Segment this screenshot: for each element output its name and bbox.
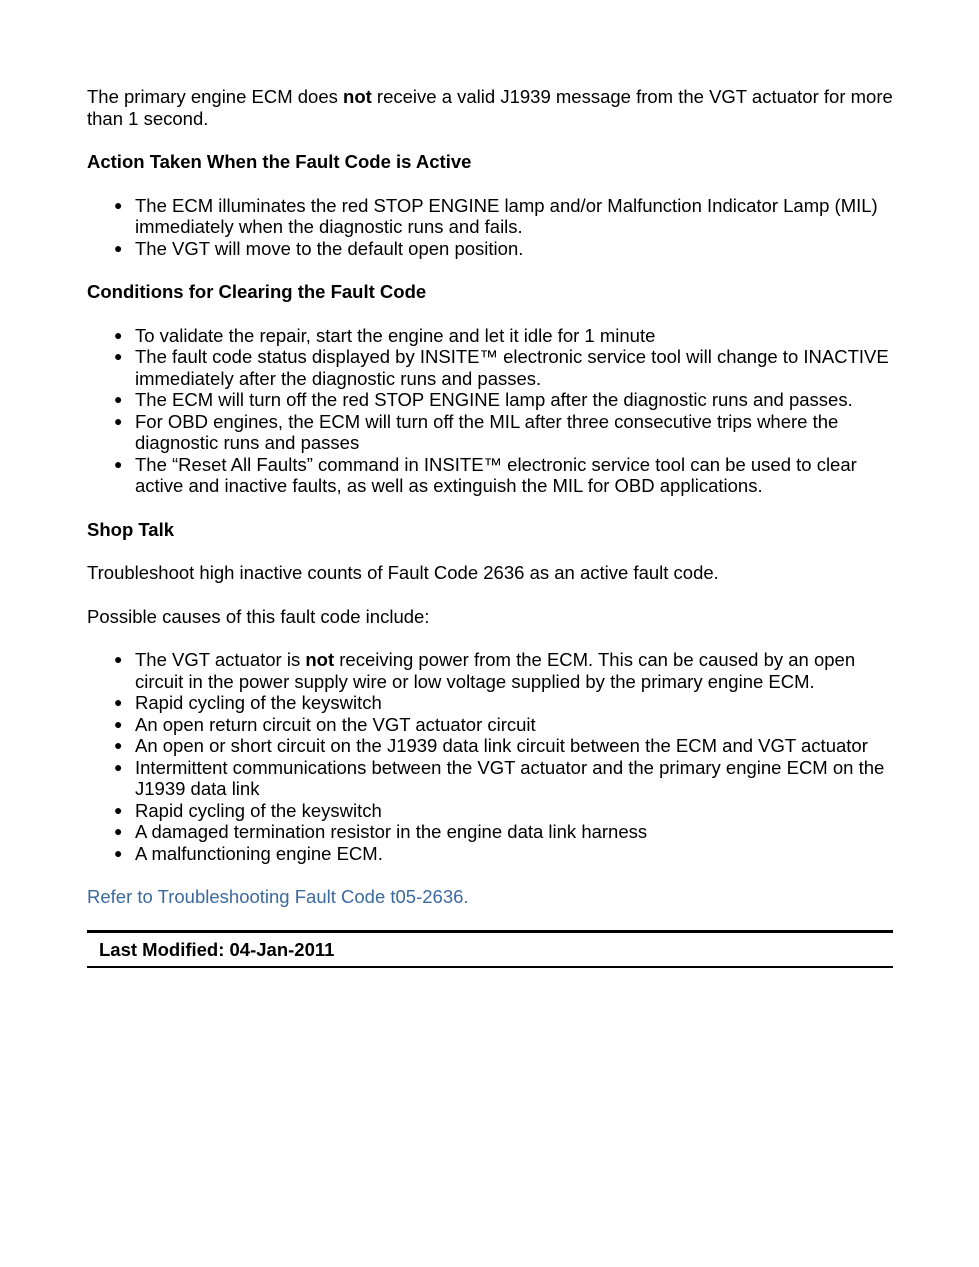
- list-item-text: An open or short circuit on the J1939 data link circuit between the ECM and VGT actuator: [135, 735, 868, 756]
- list-item: [87, 411, 893, 454]
- bullet-icon: ●: [114, 737, 123, 753]
- bullet-icon: ●: [114, 823, 123, 839]
- intro-paragraph: [87, 86, 893, 129]
- list-item: [87, 454, 893, 497]
- clearing-heading: Conditions for Clearing the Fault Code: [87, 281, 427, 302]
- bullet-icon: ●: [114, 455, 123, 472]
- list-item: [87, 757, 893, 800]
- intro-before: The primary engine ECM does: [87, 86, 344, 107]
- cause-before: The VGT actuator is: [135, 649, 306, 670]
- clearing-list: [87, 325, 893, 497]
- list-item-text: The ECM illuminates the red STOP ENGINE lamp and/or Malfunction Indicator Lamp (MIL) immediately when the diagnostic runs and fails.: [135, 194, 878, 237]
- list-item-text: The ECM will turn off the red STOP ENGINE lamp after the diagnostic runs and passes.: [135, 389, 853, 410]
- bullet-icon: ●: [114, 758, 123, 775]
- bullet-icon: ●: [114, 391, 123, 407]
- bullet-icon: ●: [114, 412, 123, 429]
- list-item-text: Rapid cycling of the keyswitch: [135, 799, 382, 821]
- list-item: [87, 843, 893, 865]
- list-item-text: The fault code status displayed by INSITE™ electronic service tool will change to INACTIVE immediately after the diagnostic runs and passes.: [135, 346, 889, 389]
- list-item-text: For OBD engines, the ECM will turn off the MIL after three consecutive trips where the diagnostic runs and passes: [135, 410, 839, 453]
- list-item-text: The “Reset All Faults” command in INSITE™ electronic service tool can be used to clear active and inactive faults, as well as extinguish the MIL for OBD applications.: [135, 453, 857, 496]
- list-item: [87, 649, 893, 692]
- intro-emphasis: not: [343, 86, 372, 107]
- list-item: [87, 389, 893, 411]
- action-list: [87, 195, 893, 260]
- list-item-text: A malfunctioning engine ECM.: [135, 842, 383, 864]
- list-item: [87, 821, 893, 843]
- shop-talk-paragraph-1: Troubleshoot high inactive counts of Fault Code 2636 as an active fault code.: [87, 562, 719, 583]
- list-item-text: To validate the repair, start the engine and let it idle for 1 minute: [135, 324, 656, 346]
- action-heading: Action Taken When the Fault Code is Active: [87, 151, 472, 172]
- shop-talk-heading: Shop Talk: [87, 518, 175, 540]
- cause-after: receiving power from the ECM. This can be caused by an open circuit in the power supply wire or low voltage supplied by the primary engine ECM.: [135, 649, 856, 692]
- list-item: [87, 346, 893, 389]
- list-item: [87, 238, 893, 260]
- list-item: [87, 735, 893, 757]
- list-item: [87, 714, 893, 736]
- intro-after: receive a valid J1939 message from the VGT actuator for more than 1 second.: [87, 86, 893, 129]
- last-modified-text: Last Modified: 04-Jan-2011: [99, 938, 335, 960]
- causes-list: [87, 649, 893, 864]
- last-modified-bar: [87, 930, 893, 969]
- bullet-icon: ●: [114, 239, 123, 256]
- cause-emphasis: not: [305, 649, 335, 670]
- bullet-icon: ●: [114, 801, 123, 818]
- bullet-icon: ●: [114, 651, 123, 667]
- troubleshooting-link[interactable]: Refer to Troubleshooting Fault Code t05-2636.: [87, 886, 469, 907]
- bullet-icon: ●: [114, 326, 123, 343]
- list-item-text: The VGT will move to the default open position.: [135, 237, 524, 259]
- list-item: [87, 692, 893, 714]
- list-item-text: A damaged termination resistor in the engine data link harness: [135, 821, 648, 842]
- bullet-icon: ●: [114, 196, 123, 213]
- bullet-icon: ●: [114, 844, 123, 861]
- list-item-text: Rapid cycling of the keyswitch: [135, 692, 382, 713]
- list-item: [87, 325, 893, 347]
- list-item-text: An open return circuit on the VGT actuator circuit: [135, 713, 536, 735]
- bullet-icon: ●: [114, 348, 123, 364]
- bullet-icon: ●: [114, 715, 123, 732]
- list-item: [87, 800, 893, 822]
- bullet-icon: ●: [114, 694, 123, 710]
- shop-talk-paragraph-2: Possible causes of this fault code include:: [87, 605, 430, 627]
- document-page: [87, 86, 893, 968]
- list-item-text: Intermittent communications between the VGT actuator and the primary engine ECM on the J1939 data link: [135, 756, 885, 799]
- list-item: [87, 195, 893, 238]
